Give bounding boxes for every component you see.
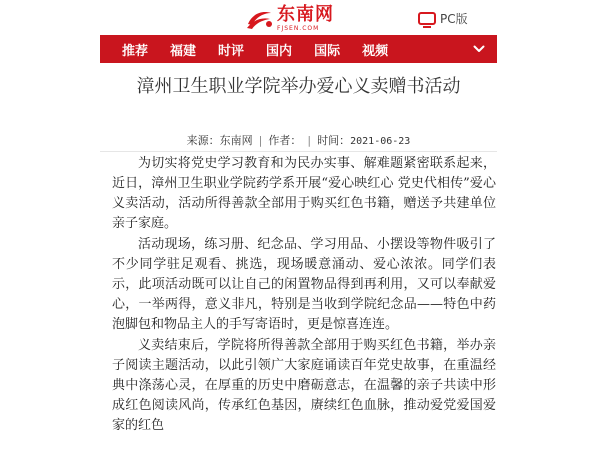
pc-version-link[interactable]	[418, 10, 468, 27]
meta-separator: |	[307, 134, 312, 147]
source-label: 来源：	[186, 134, 220, 147]
nav-bar	[100, 35, 497, 63]
article-meta	[100, 132, 497, 148]
nav-item-recommend[interactable]: 推荐	[122, 43, 149, 59]
article-paragraph: 活动现场，练习册、纪念品、学习用品、小摆设等物件吸引了不少同学驻足观看、挑选，现场暖意涌动、爱心浓浓。同学们表示，此项活动既可以让自己的闲置物品得到再利用，又可以奉献爱心，一举两得，意义非凡，特别是当收到学院纪念品——特色中药泡脚包和物品主人的手写寄语时，更是惊喜连连。	[112, 237, 496, 332]
divider	[100, 151, 497, 152]
source-value[interactable]: 东南网	[219, 134, 253, 147]
nav-item-fujian[interactable]: 福建	[170, 43, 197, 59]
article-title: 漳州卫生职业学院举办爱心义卖赠书活动	[136, 76, 461, 97]
author-label: 作者：	[268, 134, 302, 147]
article-body	[112, 154, 496, 437]
article-paragraph: 义卖结束后，学院将所得善款全部用于购买红色书籍，举办亲子阅读主题活动，以此引领广大家庭诵读百年党史故事，在重温经典中涤荡心灵，在厚重的历史中磨砺意志，在温馨的亲子共读中形成红色阅读风尚，传承红色基因，赓续红色血脉，推动爱党爱国爱家的红色	[112, 338, 496, 433]
site-header	[0, 0, 600, 35]
site-logo[interactable]	[244, 5, 334, 33]
logo-text-cn: 东南网	[277, 4, 334, 25]
nav-item-international[interactable]: 国际	[314, 43, 341, 59]
logo-text-en: FJSEN.COM	[277, 25, 320, 32]
monitor-icon	[418, 12, 436, 25]
time-value: 2021-06-23	[350, 136, 411, 147]
article-paragraph: 为切实将党史学习教育和为民办实事、解难题紧密联系起来，近日，漳州卫生职业学院药学系开展“爱心映红心 党史代相传”爱心义卖活动，活动所得善款全部用于购买红色书籍，赠送予共建单位亲子家庭。	[112, 156, 496, 231]
time-label: 时间：	[317, 134, 351, 147]
logo-mark-icon	[244, 8, 274, 30]
pc-version-label: PC版	[440, 12, 468, 26]
meta-separator: |	[258, 134, 263, 147]
nav-item-domestic[interactable]: 国内	[266, 43, 293, 59]
nav-item-video[interactable]: 视频	[362, 43, 389, 59]
nav-item-commentary[interactable]: 时评	[218, 43, 245, 59]
chevron-down-icon[interactable]	[473, 43, 485, 55]
